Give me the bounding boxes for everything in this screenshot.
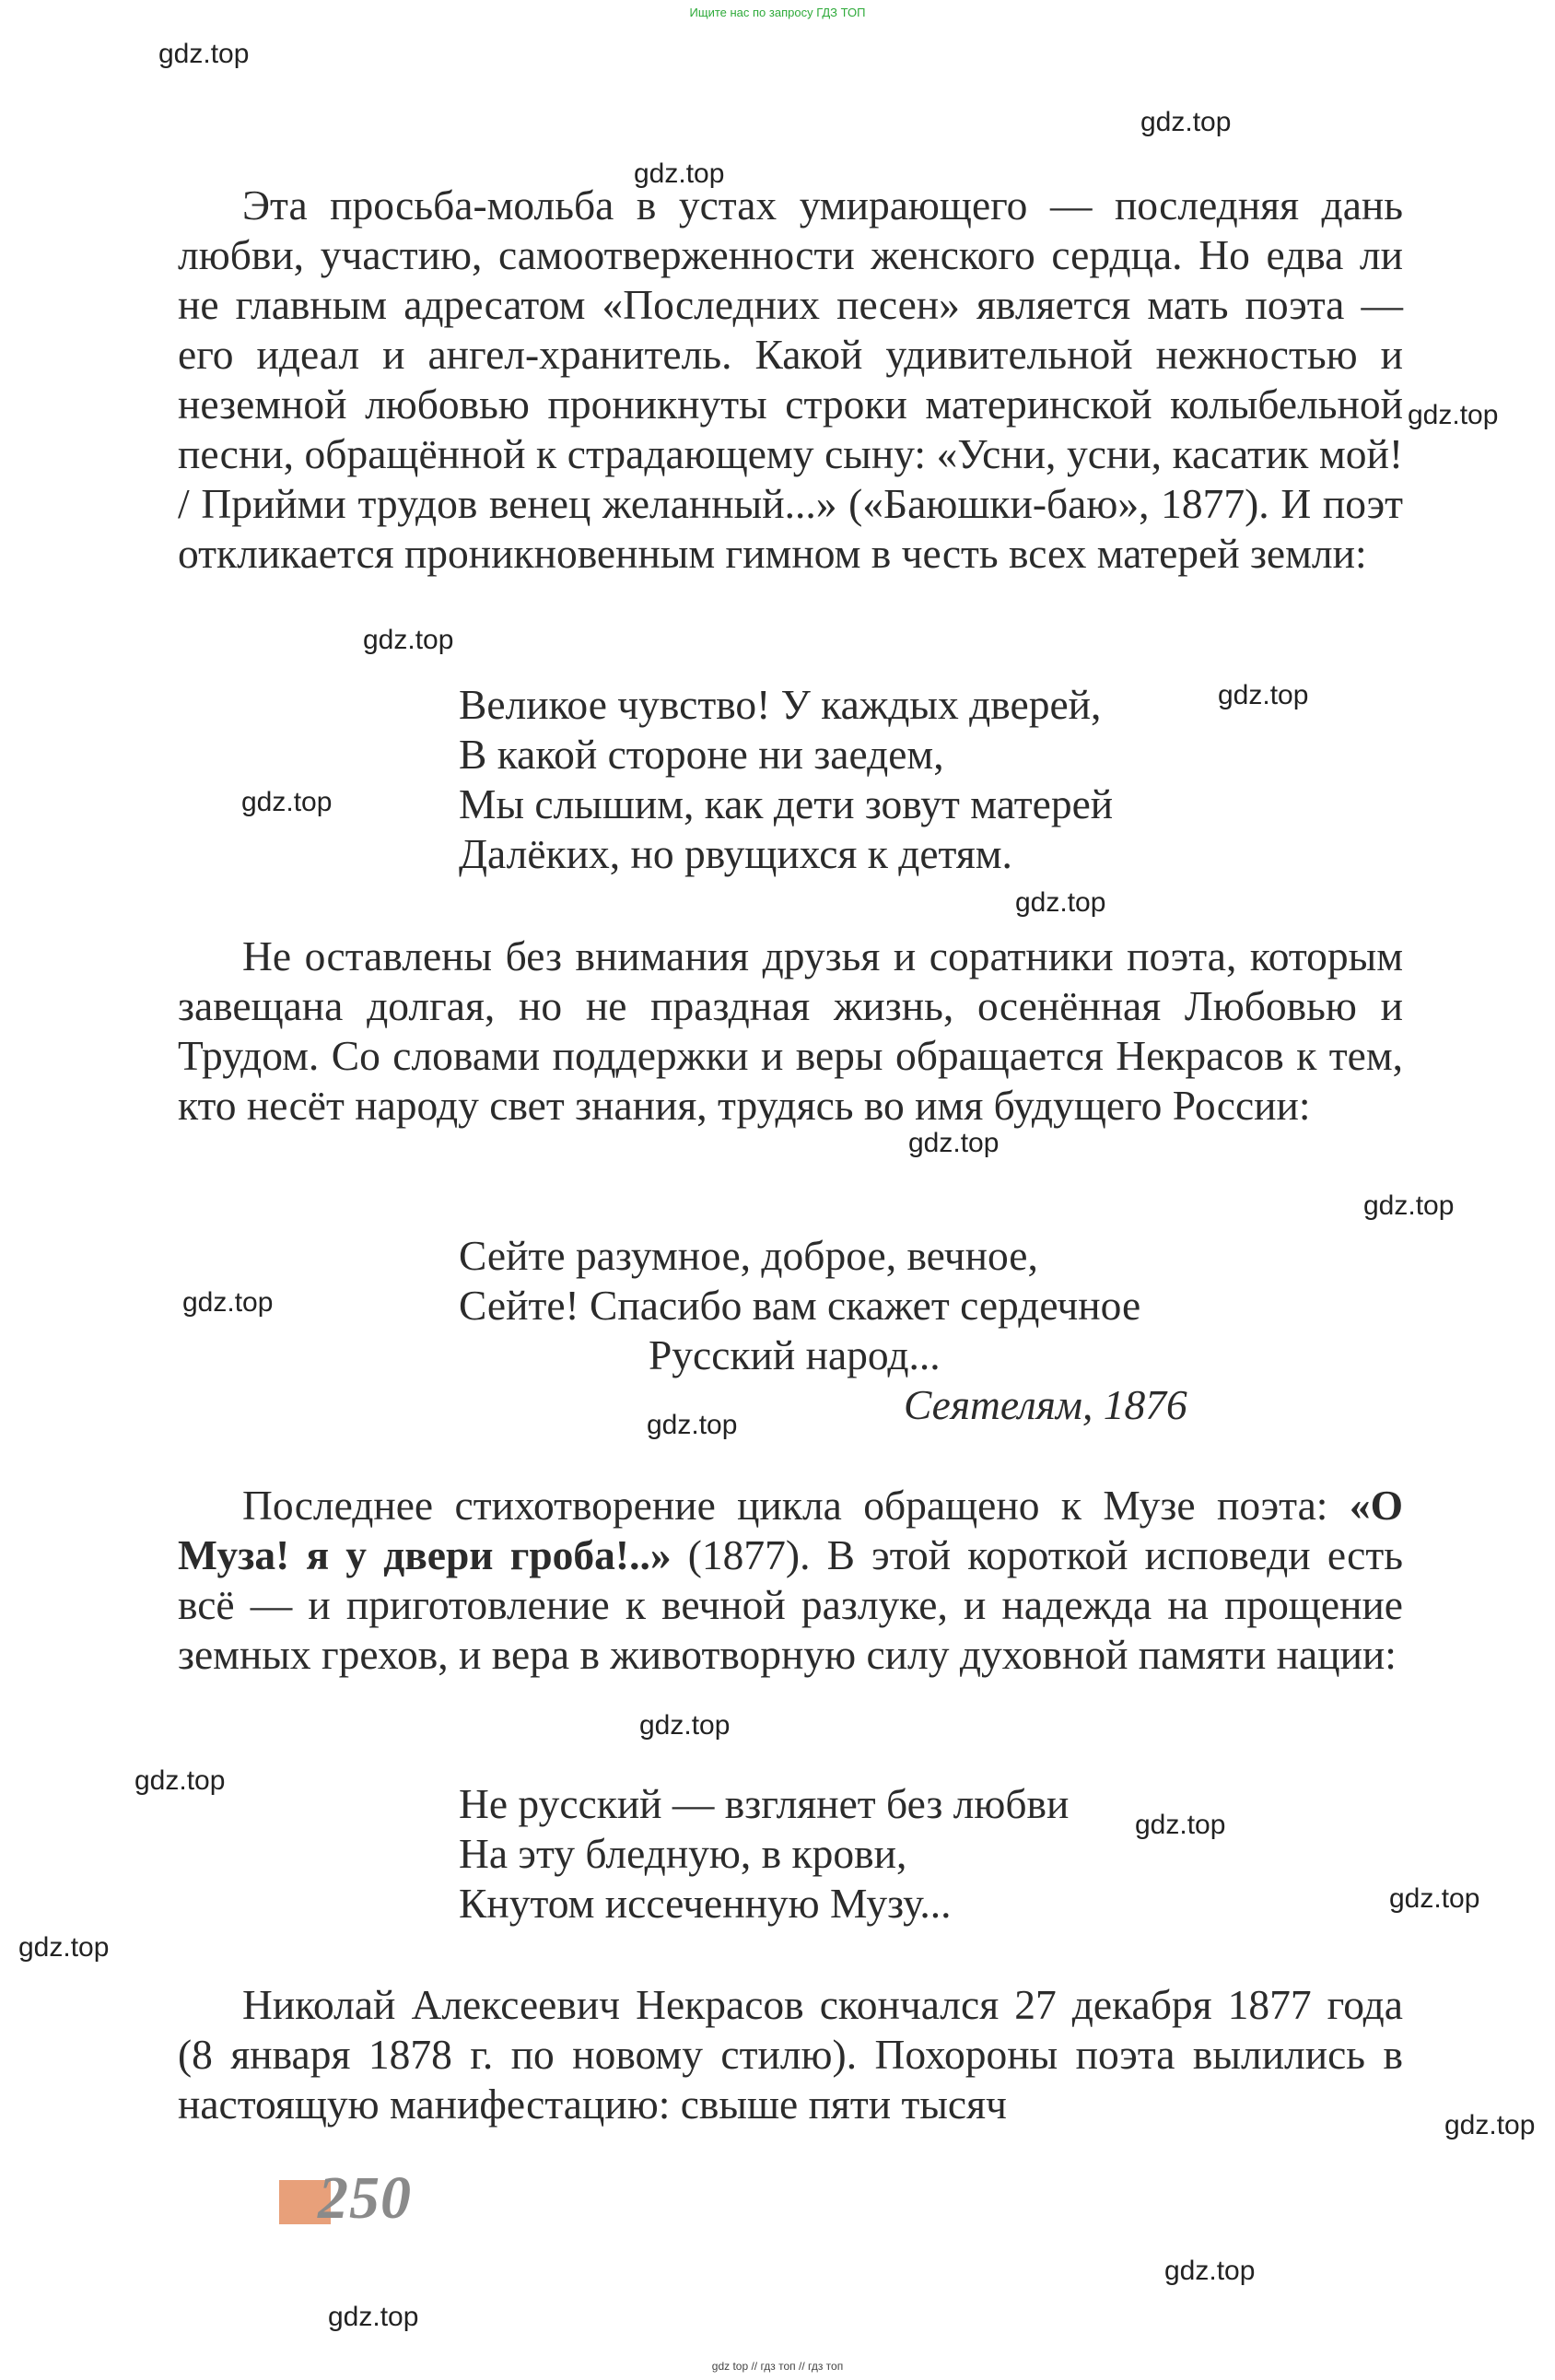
poem-line: Русский народ... (649, 1331, 941, 1378)
poem-mothers (459, 680, 1113, 879)
watermark: gdz.top (1140, 107, 1232, 137)
poem-line: Великое чувство! У каждых дверей, (459, 681, 1102, 728)
watermark: gdz.top (328, 2302, 419, 2332)
paragraph-death (178, 1980, 1403, 2129)
paragraph-friends (178, 932, 1403, 1131)
watermark: gdz.top (647, 1410, 738, 1440)
poem-line: На эту бледную, в крови, (459, 1830, 907, 1877)
watermark: gdz.top (182, 1287, 274, 1318)
watermark: gdz.top (1015, 887, 1106, 918)
bottom-banner: gdz top // гдз топ // гдз топ (711, 2360, 844, 2373)
watermark: gdz.top (908, 1128, 1000, 1158)
watermark: gdz.top (1135, 1810, 1226, 1840)
watermark: gdz.top (18, 1932, 110, 1963)
watermark: gdz.top (134, 1765, 226, 1796)
paragraph-text (178, 1481, 1403, 1680)
paragraph-text: Не оставлены без внимания друзья и соратники поэта, которым завещана долгая, но не праздная жизнь, осенённая Любовью и Трудом. Со словами поддержки и веры обращается Некрасов к тем, кто несёт народу свет знания, трудясь во имя будущего России: (178, 932, 1403, 1129)
watermark: gdz.top (1408, 400, 1499, 430)
poem-line: В какой стороне ни заедем, (459, 731, 944, 778)
paragraph-text: Николай Алексеевич Некрасов скончался 27 декабря 1877 года (8 января 1878 г. по новому стилю). Похороны поэта вылились в настоящую манифестацию: свыше пяти тысяч (178, 1981, 1403, 2128)
watermark: gdz.top (1164, 2256, 1256, 2286)
poem-sowers (459, 1231, 1187, 1430)
page-number: 250 (318, 2164, 412, 2232)
poem-attribution: Сеятелям, 1876 (904, 1381, 1187, 1428)
watermark: gdz.top (241, 787, 333, 817)
poem-line: Не русский — взглянет без любви (459, 1780, 1070, 1827)
poem-muse (459, 1779, 1069, 1929)
paragraph-text: Эта просьба-мольба в устах умирающего — последняя дань любви, участию, самоотверженности женского сердца. Но едва ли не главным адресатом «Последних песен» является мать поэта — его идеал и ангел-хранитель. Какой удивительной нежностью и неземной любовью проникнуты строки материнской колыбельной песни, обращённой к страдающему сыну: «Усни, усни, касатик мой! / Прийми трудов венец желанный...» («Баюшки-баю», 1877). И поэт откликается проникновенным гимном в честь всех матерей земли: (178, 182, 1403, 577)
paragraph-rest: (1877). В этой короткой исповеди есть всё — и приготовление к вечной разлуке, и надежда на прощение земных грехов, и вера в животворную силу духовной памяти нации: (178, 1531, 1403, 1678)
watermark: gdz.top (1444, 2110, 1536, 2140)
watermark: gdz.top (158, 39, 250, 69)
watermark: gdz.top (1363, 1190, 1455, 1221)
watermark: gdz.top (1218, 680, 1309, 710)
top-banner: Ищите нас по запросу ГДЗ ТОП (689, 6, 866, 19)
poem-line: Сейте разумное, доброе, вечное, (459, 1232, 1038, 1279)
paragraph-intro: Последнее стихотворение цикла обращено к Музе поэта: (242, 1482, 1350, 1529)
paragraph-muse (178, 1481, 1403, 1680)
poem-line: Мы слышим, как дети зовут матерей (459, 780, 1114, 827)
poem-line: Далёких, но рвущихся к детям. (459, 830, 1012, 877)
poem-line: Сейте! Спасибо вам скажет сердечное (459, 1282, 1141, 1329)
watermark: gdz.top (634, 158, 725, 189)
poem-line: Кнутом иссеченную Музу... (459, 1880, 952, 1927)
poem-title: «О Муза! я у двери гроба!..» (178, 1482, 1403, 1578)
paragraph-mother (178, 181, 1403, 579)
watermark: gdz.top (363, 625, 454, 655)
watermark: gdz.top (639, 1710, 731, 1741)
watermark: gdz.top (1389, 1883, 1480, 1914)
